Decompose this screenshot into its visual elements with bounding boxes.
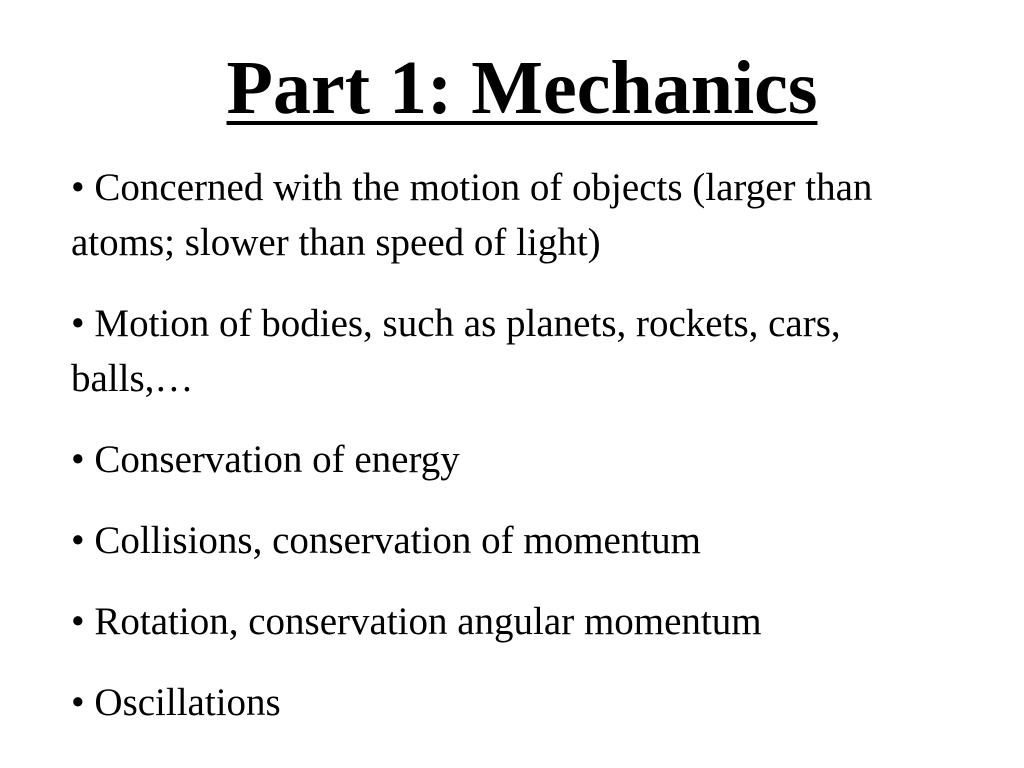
bullet-item-oscillations: • Oscillations (71, 681, 281, 724)
bullet-item-rotation: • Rotation, conservation angular momentum (71, 600, 762, 643)
bullet-item-conservation-of-energy: • Conservation of energy (71, 438, 460, 481)
bullet-item-collisions: • Collisions, conservation of momentum (71, 519, 702, 562)
bullet-item-motion-of-bodies: • Motion of bodies, such as planets, rockets, cars, balls,… (71, 302, 841, 400)
slide-title: Part 1: Mechanics (226, 46, 818, 130)
bullet-item-motion-of-objects: • Concerned with the motion of objects (larger than atoms; slower than speed of light) (71, 166, 873, 264)
bullet-list (71, 160, 951, 756)
